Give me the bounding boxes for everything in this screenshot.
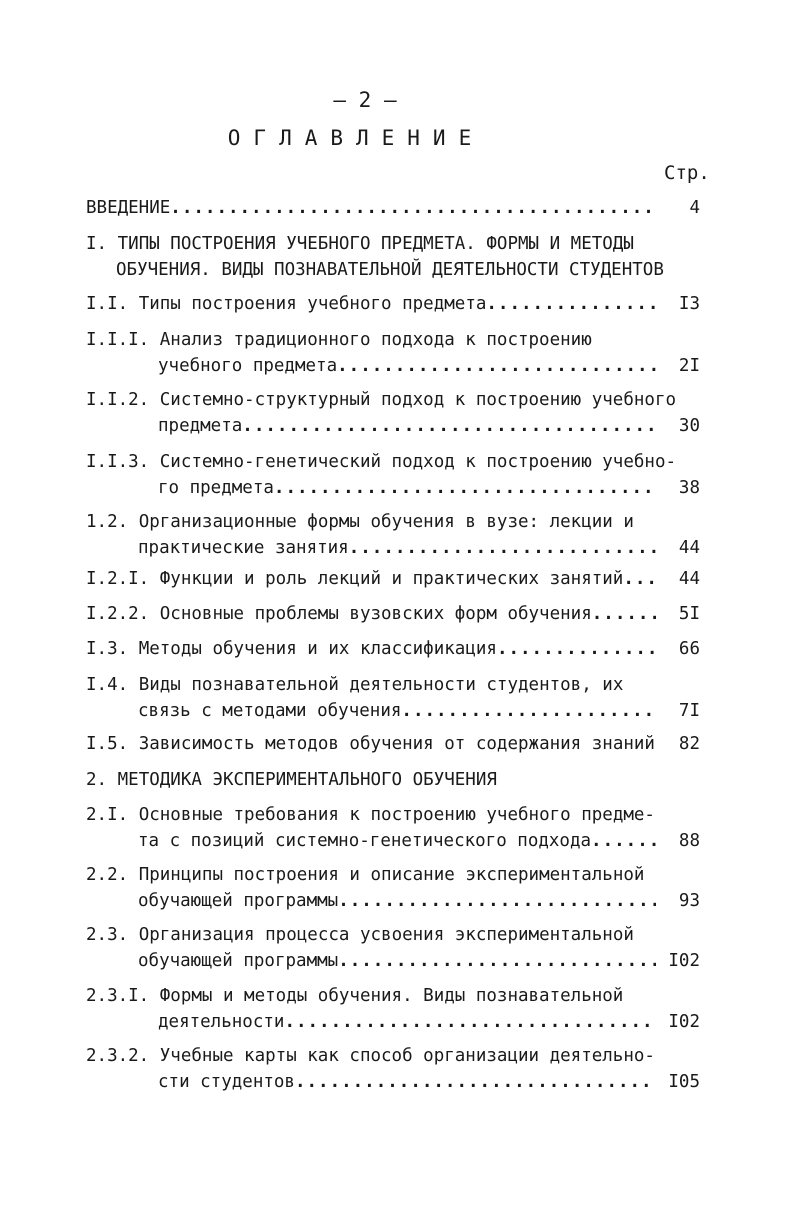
toc-line [86, 601, 700, 627]
toc-entry-title: деятельности [158, 1012, 285, 1032]
toc-entry-number: I.4. [86, 675, 129, 695]
toc-line [86, 698, 700, 724]
toc-page-number: I02 [668, 951, 700, 971]
toc-entry [86, 449, 700, 501]
toc-entry-title: обучающей программы [138, 951, 339, 971]
toc-entry-title: Типы построения учебного предмета [138, 294, 487, 314]
toc-entry [86, 802, 700, 854]
toc-entry-title: Основные проблемы вузовских форм обучения [159, 604, 592, 624]
toc-line [86, 731, 700, 757]
toc-entry-number: 2. [86, 770, 108, 790]
toc-line [86, 802, 700, 828]
toc-entry [86, 1043, 700, 1095]
toc-entry [86, 387, 700, 439]
dot-leader [592, 601, 656, 627]
toc-entry-title: практические занятия [138, 538, 349, 558]
toc-entry [86, 731, 700, 757]
toc-entry [86, 231, 700, 283]
toc-page-number: 30 [678, 416, 700, 436]
toc-entry-title: ВВЕДЕНИЕ [86, 198, 171, 218]
toc-entry-number: I. [86, 234, 108, 254]
toc-line [86, 257, 700, 283]
toc-line [86, 566, 700, 592]
dot-leader [486, 291, 656, 317]
toc-entry [86, 636, 700, 662]
dot-leader [284, 1009, 656, 1035]
toc-entry [86, 327, 700, 379]
toc-entry-title: Организация процесса усвоения экспериментальной [138, 925, 634, 945]
toc-entry [86, 601, 700, 627]
toc-entry [86, 566, 700, 592]
toc-page-number: 88 [678, 831, 700, 851]
toc-entry-number: I.2.I. [86, 569, 150, 589]
toc-entry-title: Организационные формы обучения в вузе: лекции и [138, 512, 634, 532]
dot-leader [338, 888, 656, 914]
toc-line [86, 1043, 700, 1069]
toc-line [86, 449, 700, 475]
toc-line [86, 195, 700, 221]
toc-entry-title: го предмета [158, 478, 274, 498]
toc-line [86, 888, 700, 914]
toc-page-number: 7I [678, 701, 700, 721]
toc-page-number: I05 [668, 1072, 700, 1092]
toc-page-number: 5I [678, 604, 700, 624]
toc-entry-title: ОБУЧЕНИЯ. ВИДЫ ПОЗНАВАТЕЛЬНОЙ ДЕЯТЕЛЬНОСТИ СТУДЕНТОВ [116, 260, 664, 280]
toc-entry-title: Зависимость методов обучения от содержания знаний [138, 734, 655, 754]
toc-entry-number: 2.I. [86, 805, 129, 825]
dot-leader [349, 535, 656, 561]
toc-line [86, 983, 700, 1009]
page-number: – 2 – [333, 88, 397, 112]
toc-line [86, 672, 700, 698]
toc-line [86, 413, 700, 439]
toc-entry-title: МЕТОДИКА ЭКСПЕРИМЕНТАЛЬНОГО ОБУЧЕНИЯ [117, 770, 497, 790]
toc-entry-title: Системно-генетический подход к построению учебно- [159, 452, 677, 472]
toc-entry-number: 2.3.2. [86, 1046, 150, 1066]
toc-line [86, 636, 700, 662]
toc-entry [86, 291, 700, 317]
toc-entry-title: Учебные карты как способ организации деятельно- [159, 1046, 655, 1066]
toc-entry-title: учебного предмета [158, 356, 338, 376]
toc-line [86, 922, 700, 948]
dot-leader [338, 948, 656, 974]
dot-leader [497, 636, 656, 662]
toc-entry [86, 509, 700, 561]
toc-entry-title: Виды познавательной деятельности студентов, их [138, 675, 624, 695]
toc-entry-title: обучающей программы [138, 891, 339, 911]
toc-page-number: I3 [678, 294, 700, 314]
toc-page-number: 66 [678, 639, 700, 659]
toc-line [86, 948, 700, 974]
toc-page-number: 38 [678, 478, 700, 498]
toc-entry-number: I.I. [86, 294, 129, 314]
dot-leader [242, 413, 656, 439]
toc-entry-number: 1.2. [86, 512, 129, 532]
toc-entry-number: I.2.2. [86, 604, 150, 624]
toc-entry-number: 2.3.I. [86, 986, 150, 1006]
toc-entry [86, 862, 700, 914]
toc-entry-title: сти студентов [158, 1072, 295, 1092]
toc-line [86, 387, 700, 413]
dot-leader [401, 698, 656, 724]
toc-page-number: I02 [668, 1012, 700, 1032]
dot-leader [274, 475, 656, 501]
toc-entry-number: I.I.3. [86, 452, 150, 472]
toc-entry-title: Методы обучения и их классификация [138, 639, 497, 659]
toc-line [86, 327, 700, 353]
toc-entry-title: Формы и методы обучения. Виды познавательной [159, 986, 624, 1006]
toc-line [86, 862, 700, 888]
toc-entry-title: Функции и роль лекций и практических занятий [159, 569, 624, 589]
toc-line [86, 1069, 700, 1095]
toc-entry [86, 767, 700, 793]
toc-entry-number: 2.2. [86, 865, 129, 885]
page-title: ОГЛАВЛЕНИЕ [227, 126, 485, 150]
toc-line [86, 509, 700, 535]
dot-leader [623, 566, 656, 592]
dot-leader [295, 1069, 656, 1095]
toc-entry [86, 672, 700, 724]
toc-page-number: 44 [678, 569, 700, 589]
toc-page-number: 4 [689, 198, 700, 218]
toc-entry-title: предмета [158, 416, 243, 436]
page-column-label: Стр. [664, 162, 710, 184]
toc-entry-title: ТИПЫ ПОСТРОЕНИЯ УЧЕБНОГО ПРЕДМЕТА. ФОРМЫ И МЕТОДЫ [117, 234, 634, 254]
toc-entry-title: Основные требования к построению учебного предме- [138, 805, 655, 825]
toc-entry [86, 983, 700, 1035]
toc-entry-title: Анализ традиционного подхода к построению [159, 330, 592, 350]
toc-page-number: 82 [678, 734, 700, 754]
toc-page-number: 44 [678, 538, 700, 558]
toc-entry-title: Системно-структурный подход к построению учебного [159, 390, 677, 410]
toc-line [86, 291, 700, 317]
toc-entry-number: I.I.I. [86, 330, 150, 350]
dot-leader [591, 828, 656, 854]
toc-line [86, 1009, 700, 1035]
toc-line [86, 231, 700, 257]
toc-entry-title: Принципы построения и описание экспериментальной [138, 865, 645, 885]
toc-entry [86, 195, 700, 221]
toc-line [86, 353, 700, 379]
toc-entry-number: I.3. [86, 639, 129, 659]
toc-entry-number: I.I.2. [86, 390, 150, 410]
toc-line [86, 475, 700, 501]
toc-entry-title: та с позиций системно-генетического подхода [138, 831, 592, 851]
toc-line [86, 767, 700, 793]
toc-page-number: 93 [678, 891, 700, 911]
toc-page-number: 2I [678, 356, 700, 376]
toc-line [86, 828, 700, 854]
dot-leader [170, 195, 656, 221]
toc-entry [86, 922, 700, 974]
toc-entry-number: I.5. [86, 734, 129, 754]
toc-entry-title: связь с методами обучения [138, 701, 402, 721]
toc-entry-number: 2.3. [86, 925, 129, 945]
dot-leader [337, 353, 656, 379]
toc-line [86, 535, 700, 561]
